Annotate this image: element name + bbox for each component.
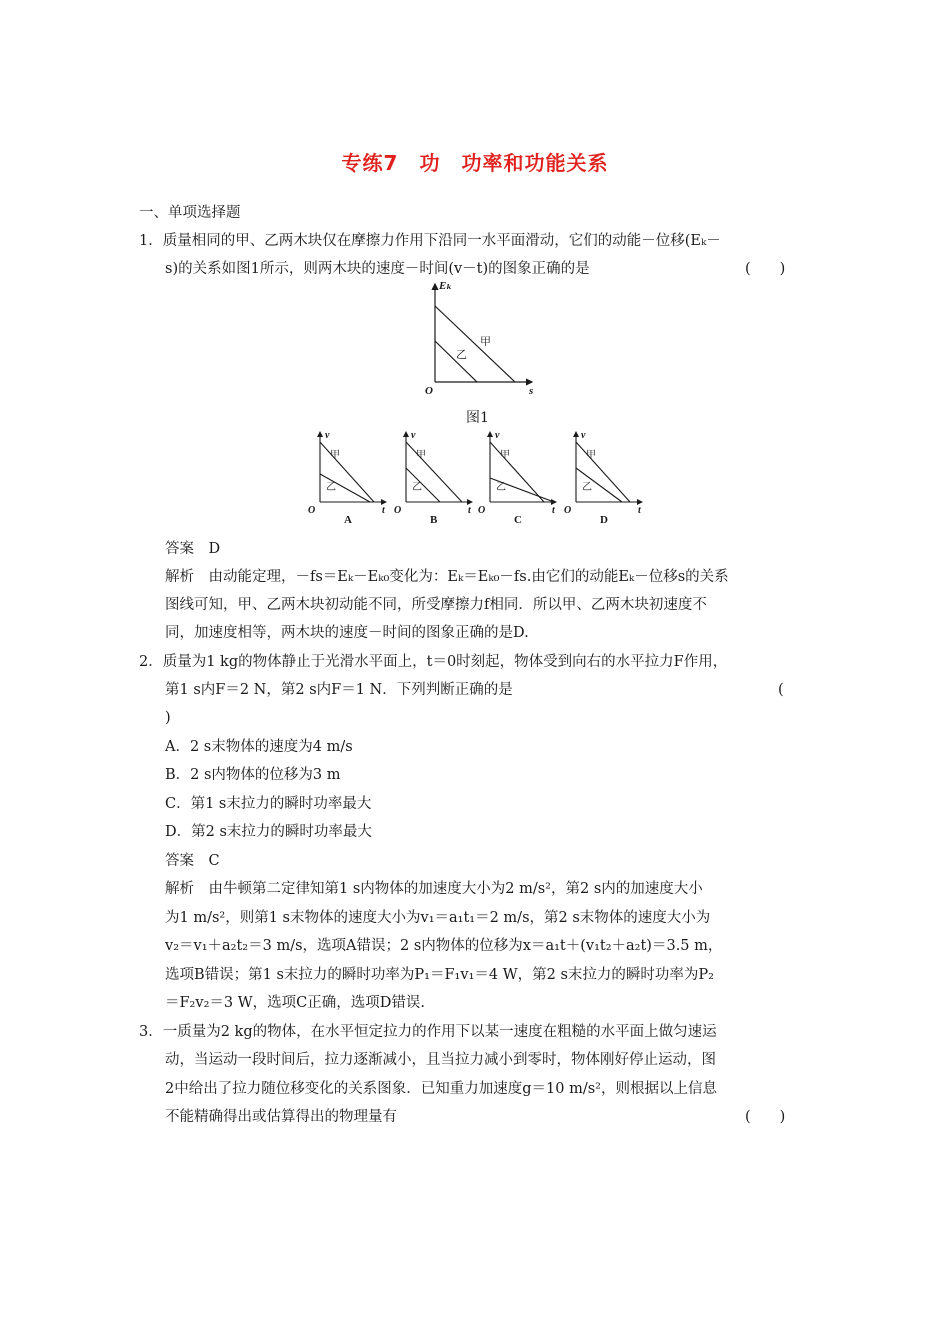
q1-analysis-line-2: 图线可知，甲、乙两木块初动能不同，所受摩擦力f相同．所以甲、乙两木块初速度不: [165, 597, 707, 613]
x-axis-label: t: [382, 505, 385, 516]
q3-line-2: 动，当运动一段时间后，拉力逐渐减小，且当拉力减小到零时，物体刚好停止运动，图: [165, 1052, 716, 1068]
label-yi: 乙: [496, 482, 506, 493]
x-axis-label: t: [468, 505, 471, 516]
q2-analysis-line-1: 解析 由牛顿第二定律知第1 s内物体的加速度大小为2 m/s²，第2 s内的加速度大小: [165, 881, 703, 897]
q2-analysis-line-2: 为1 m/s²，则第1 s末物体的速度大小为v₁＝a₁t₁＝2 m/s，第2 s末物体的速度大小为: [165, 910, 711, 926]
option-graph-b: [392, 430, 477, 530]
origin-label: O: [478, 505, 486, 516]
x-axis-label: t: [552, 505, 555, 516]
option-letter: C: [514, 514, 522, 526]
y-axis-arrow: [573, 431, 579, 437]
q2-analysis-line-3: v₂＝v₁＋a₂t₂＝3 m/s，选项A错误；2 s内物体的位移为x＝a₁t＋(v₁t₂＋a₂t)＝3.5 m，: [165, 938, 723, 954]
line-jia: [490, 442, 544, 502]
page-title: 专练7 功 功率和功能关系: [341, 151, 609, 175]
q2-option-d: D．第2 s末拉力的瞬时功率最大: [165, 824, 372, 840]
y-axis-label: v: [325, 430, 330, 441]
q2-line-2: 第1 s内F＝2 N，第2 s内F＝1 N．下列判断正确的是: [165, 682, 513, 698]
q2-option-a: A．2 s末物体的速度为4 m/s: [165, 739, 353, 755]
y-axis-label: v: [411, 430, 416, 441]
q2-option-c: C．第1 s末拉力的瞬时功率最大: [165, 796, 372, 812]
y-axis-arrow: [317, 431, 323, 437]
option-letter: A: [344, 514, 352, 526]
option-letter: B: [430, 514, 438, 526]
option-letter: D: [600, 514, 608, 526]
section-heading: 一、单项选择题: [139, 205, 241, 221]
y-axis-arrow: [403, 431, 409, 437]
option-graph-d: [562, 430, 647, 530]
q3-line-1: 3．一质量为2 kg的物体，在水平恒定拉力的作用下以某一速度在粗糙的水平面上做匀速运: [139, 1024, 717, 1040]
q2-blank-close: ): [165, 710, 171, 726]
label-jia: 甲: [500, 450, 510, 461]
origin-label: O: [394, 505, 402, 516]
q1-answer: 答案 D: [165, 541, 221, 557]
q3-answer-blank: ( ): [745, 1109, 786, 1125]
origin-label: O: [308, 505, 316, 516]
q2-analysis-line-4: 选项B错误；第1 s末拉力的瞬时功率为P₁＝F₁v₁＝4 W，第2 s末拉力的瞬时功率为P₂: [165, 967, 714, 983]
label-jia: 甲: [586, 450, 596, 461]
y-axis-arrow: [487, 431, 493, 437]
y-axis-label: v: [581, 430, 586, 441]
q1-line-2: s)的关系如图1所示，则两木块的速度－时间(v－t)的图象正确的是: [165, 261, 590, 277]
q2-line-1: 2．质量为1 kg的物体静止于光滑水平面上，t＝0时刻起，物体受到向右的水平拉力F作用，: [139, 654, 728, 670]
label-jia: 甲: [480, 336, 491, 348]
label-yi: 乙: [412, 482, 422, 493]
origin-label: O: [564, 505, 572, 516]
x-axis-label: t: [638, 505, 641, 516]
q1-line-1: 1．质量相同的甲、乙两木块仅在摩擦力作用下沿同一水平面滑动，它们的动能－位移(Eₖ－: [139, 233, 721, 249]
label-yi: 乙: [326, 482, 336, 493]
line-jia: [320, 442, 374, 502]
q2-blank-open: (: [778, 682, 784, 698]
q1-analysis-line-1: 解析 由动能定理，－fs＝Eₖ－Eₖ₀变化为：Eₖ＝Eₖ₀－fs.由它们的动能Eₖ－位移s的关系: [165, 569, 729, 585]
label-yi: 乙: [582, 482, 592, 493]
q1-analysis-line-3: 同，加速度相等，两木块的速度－时间的图象正确的是D.: [165, 625, 529, 641]
figure-1-ek-s-graph: [420, 278, 550, 397]
line-jia: [435, 306, 515, 382]
q3-line-3: 2中给出了拉力随位移变化的关系图象．已知重力加速度g＝10 m/s²，则根据以上信息: [165, 1081, 717, 1097]
q2-answer: 答案 C: [165, 853, 220, 869]
q3-line-4: 不能精确得出或估算得出的物理量有: [165, 1109, 397, 1125]
q1-answer-blank: ( ): [745, 261, 786, 277]
y-axis-label: Eₖ: [439, 280, 453, 292]
line-jia: [576, 442, 630, 502]
line-yi: [435, 341, 477, 382]
figure-1-caption: 图1: [466, 410, 489, 426]
line-jia: [406, 442, 462, 502]
x-axis-label: s: [529, 385, 534, 397]
label-jia: 甲: [330, 450, 340, 461]
q2-option-b: B．2 s内物体的位移为3 m: [165, 767, 341, 783]
q2-analysis-line-5: ＝F₂v₂＝3 W，选项C正确，选项D错误.: [165, 995, 425, 1011]
label-jia: 甲: [416, 450, 426, 461]
label-yi: 乙: [456, 349, 467, 361]
option-graph-c: [476, 430, 561, 530]
option-graph-a: [306, 430, 391, 530]
origin-label: O: [425, 385, 433, 397]
y-axis-label: v: [495, 430, 500, 441]
